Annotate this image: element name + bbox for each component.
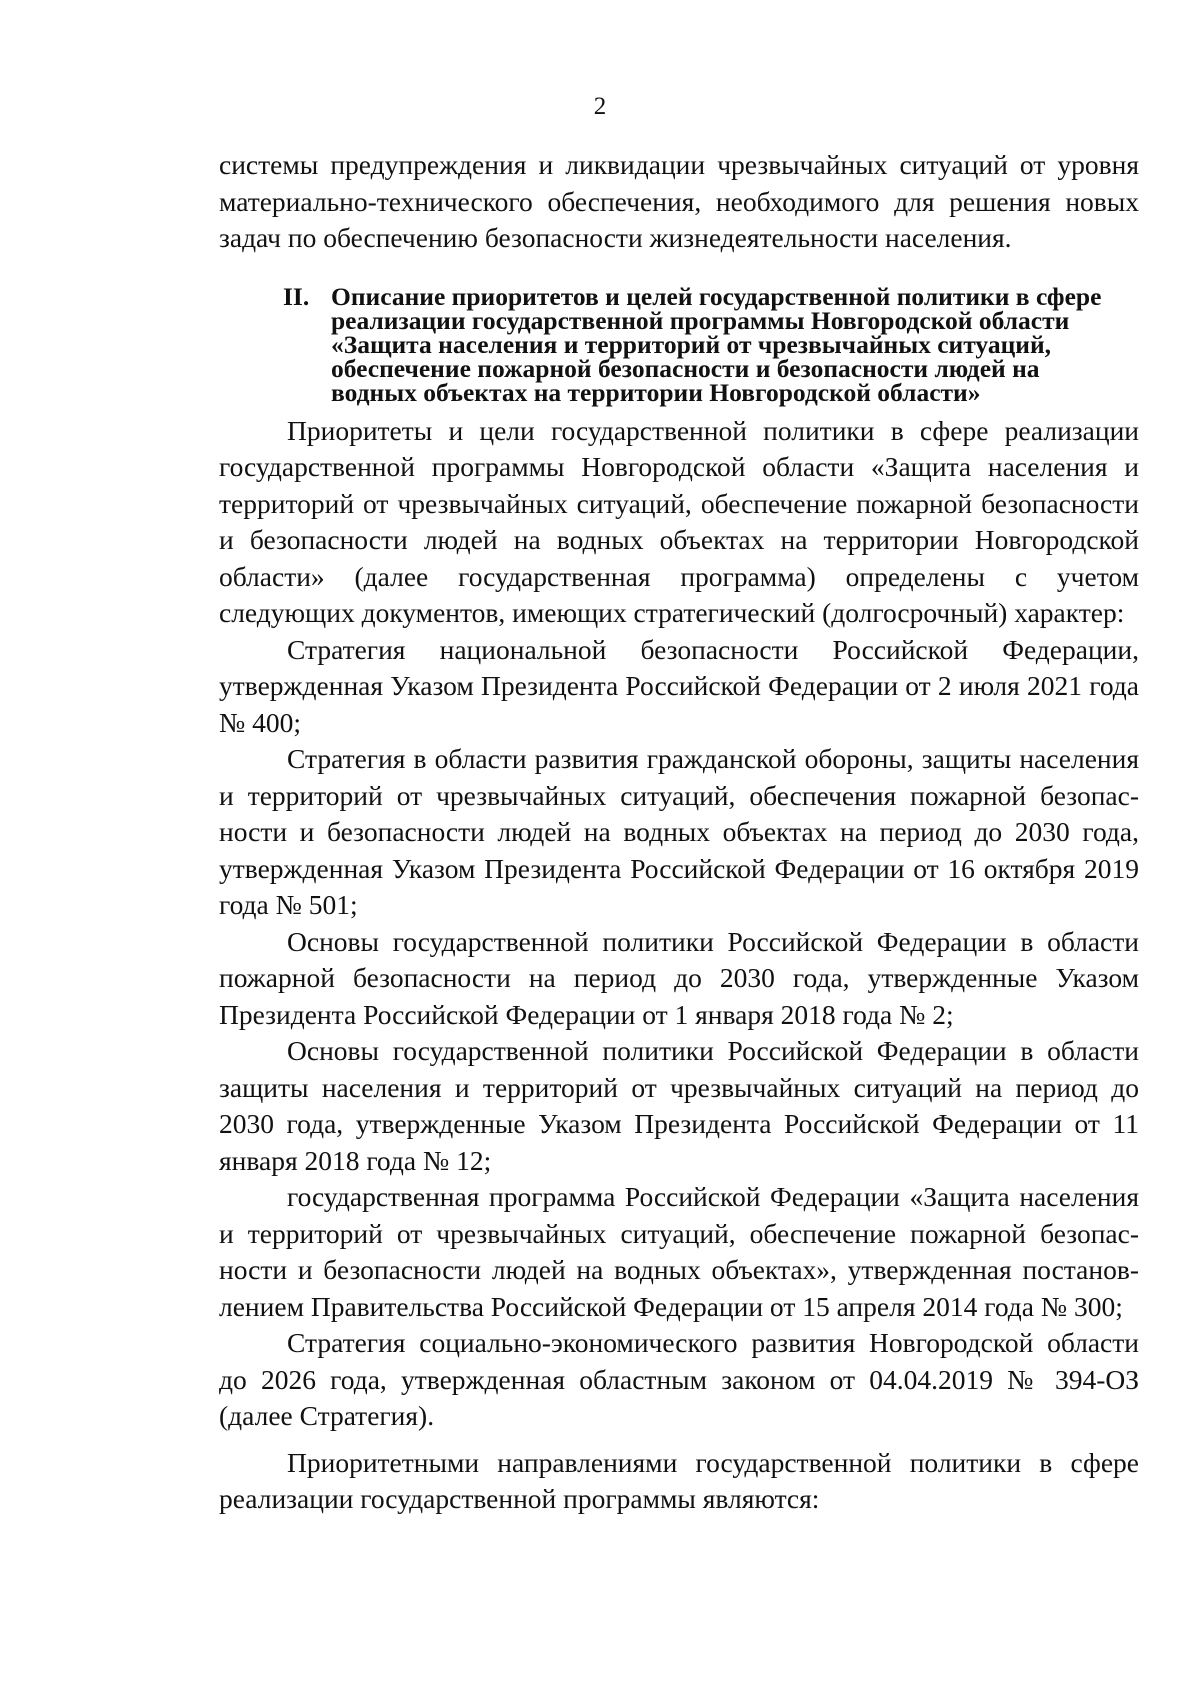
paragraph-fire-safety-policy: Основы государственной политики Российской Федерации в области пожарной безопасности на период до 2030 года, утвержденные Указом Президента Российской Федерации от 1 января 2018 года № 2;: [219, 925, 1139, 1030]
paragraph-civil-defense-strategy: Стратегия в области развития гражданской обороны, защиты населения и территорий от чрезвычайных ситуаций, обеспечения пожарной безопасности и безопасности людей на водных объектах на период до 2030 года, утвержденная Указом Президента Российской Федерации от 16 октября 2019 года № 501;: [219, 743, 1139, 920]
section-number: II.: [283, 281, 310, 311]
paragraph-emergency-protection-policy: Основы государственной политики Российской Федерации в области защиты населения и территорий от чрезвычайных ситуаций на период до 2030 года, утвержденные Указом Президента Российской Федерации от 11 января 2018 года № 12;: [219, 1035, 1139, 1176]
paragraph-federal-program: государственная программа Российской Федерации «Защита населения и территорий от чрезвычайных ситуаций, обеспечение пожарной безопасности и безопасности людей на водных объектах», утвержденная постановлением Правительства Российской Федерации от 15 апреля 2014 года № 300;: [219, 1181, 1139, 1322]
paragraph-priority-directions: Приоритетными направлениями государственной политики в сфере реализации государственной программы являются:: [219, 1446, 1139, 1514]
paragraph-regional-strategy: Стратегия социально-экономического развития Новгородской области до 2026 года, утвержденная областным законом от 04.04.2019 № 394-ОЗ (далее Стратегия).: [219, 1327, 1139, 1431]
paragraph-national-security-strategy: Стратегия национальной безопасности Российской Федерации, утвержденная Указом Президента Российской Федерации от 2 июля 2021 года № 400;: [219, 633, 1139, 738]
paragraph-priorities: Приоритеты и цели государственной политики в сфере реализации государственной программы Новгородской области «Защита населения и территорий от чрезвычайных ситуаций, обеспечение пожарной безопасности и безопасности людей на водных объектах на территории Новгородской области» (далее государственная программа) определены с учетом следующих документов, имеющих стратегический (долгосрочный) характер:: [219, 414, 1139, 628]
section-heading: [219, 281, 1139, 407]
intro-paragraph: системы предупреждения и ликвидации чрезвычайных ситуаций от уровня материально-технического обеспечения, необходимого для решения новых задач по обеспечению безопасности жизнедеятельности населения.: [219, 149, 1139, 253]
document-body: [219, 147, 1139, 1518]
page-number: 2: [593, 93, 607, 120]
section-title: Описание приоритетов и целей государственной политики в сфере реализации государственной программы Новгородской области «Защита населения и территорий от чрезвычайных ситуаций, обеспечение пожарной безопасности и безопасности людей на водных объектах на территории Новгородской области»: [331, 281, 1102, 407]
